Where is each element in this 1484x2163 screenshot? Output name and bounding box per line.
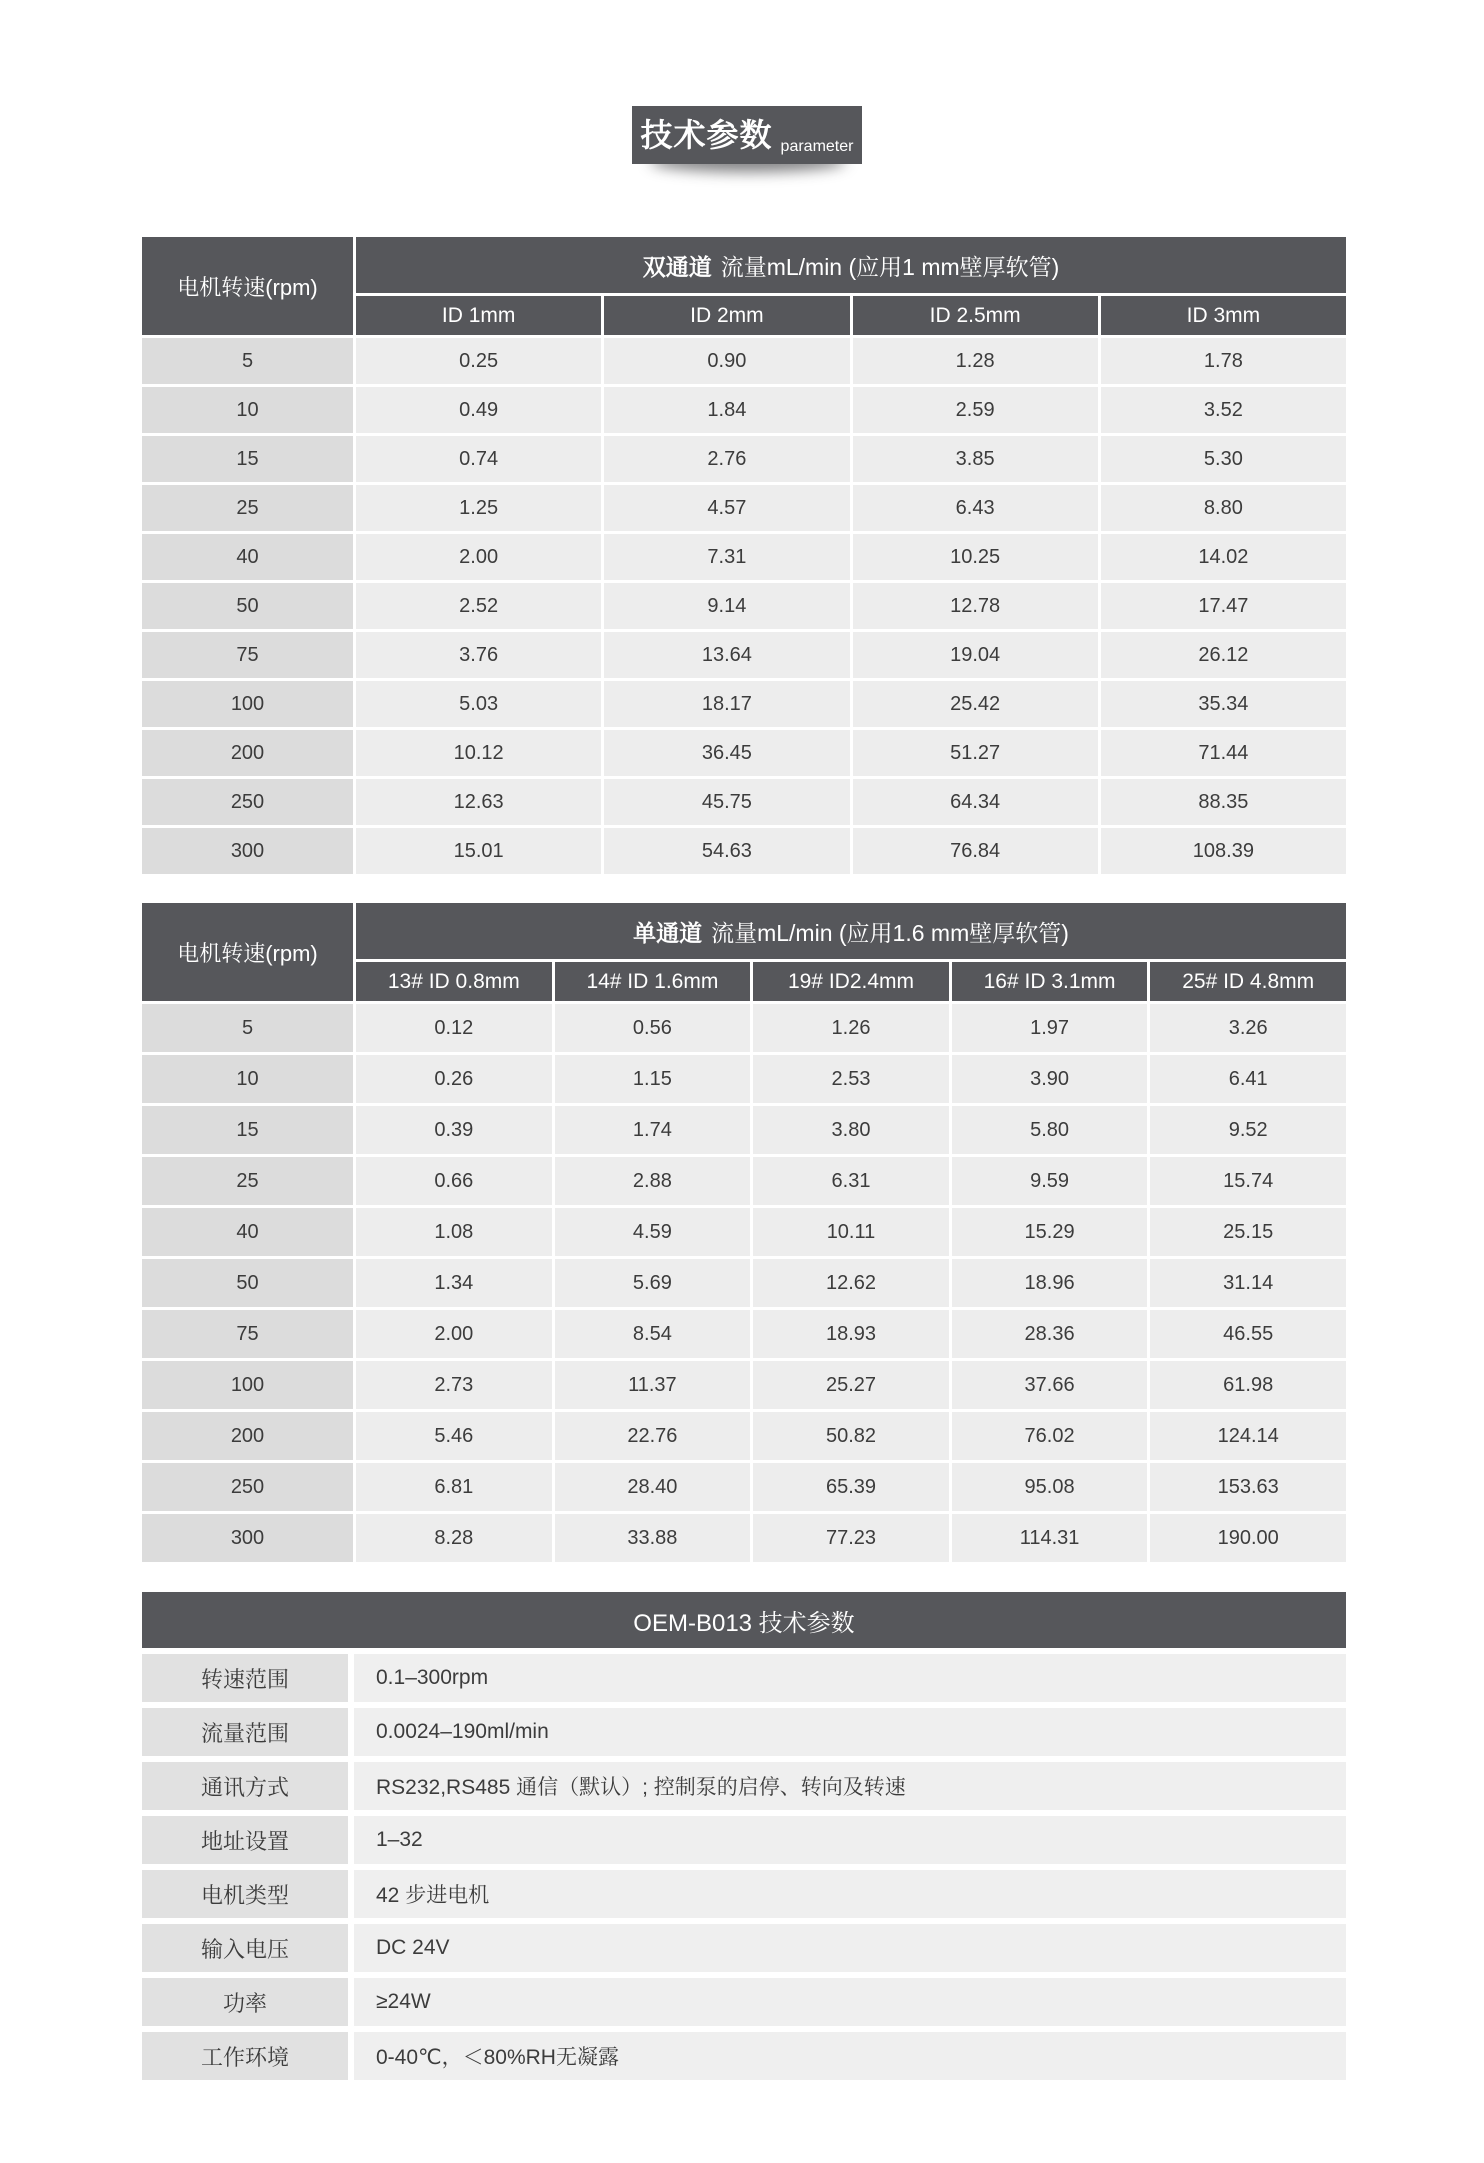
flow-value-cell: 2.53 — [753, 1055, 949, 1103]
single-table-header — [142, 903, 1346, 1001]
table-row — [142, 632, 1346, 678]
flow-value-cell: 54.63 — [604, 828, 849, 874]
spec-row — [142, 1762, 1346, 1810]
flow-value-cell: 108.39 — [1101, 828, 1346, 874]
flow-value-cell: 1.15 — [555, 1055, 751, 1103]
rpm-cell: 40 — [142, 1208, 353, 1256]
flow-value-cell: 1.08 — [356, 1208, 552, 1256]
rpm-cell: 100 — [142, 681, 353, 727]
flow-value-cell: 4.57 — [604, 485, 849, 531]
flow-value-cell: 17.47 — [1101, 583, 1346, 629]
spec-label: 电机类型 — [142, 1870, 348, 1918]
flow-value-cell: 0.39 — [356, 1106, 552, 1154]
table-row — [142, 1361, 1346, 1409]
flow-value-cell: 10.25 — [853, 534, 1098, 580]
single-table-title-bold: 单通道 — [633, 919, 703, 946]
rpm-cell: 15 — [142, 1106, 353, 1154]
corner-header-rpm: 电机转速(rpm) — [142, 237, 353, 335]
flow-value-cell: 3.85 — [853, 436, 1098, 482]
flow-value-cell: 25.27 — [753, 1361, 949, 1409]
flow-value-cell: 2.59 — [853, 387, 1098, 433]
flow-value-cell: 1.78 — [1101, 338, 1346, 384]
flow-value-cell: 46.55 — [1150, 1310, 1346, 1358]
flow-value-cell: 61.98 — [1150, 1361, 1346, 1409]
table-row — [142, 1463, 1346, 1511]
spec-row — [142, 1924, 1346, 1972]
spec-value: DC 24V — [354, 1924, 1346, 1972]
table-row — [142, 1514, 1346, 1562]
flow-value-cell: 5.46 — [356, 1412, 552, 1460]
flow-value-cell: 26.12 — [1101, 632, 1346, 678]
spec-table-title: OEM-B013 技术参数 — [142, 1592, 1346, 1648]
spec-value: RS232,RS485 通信（默认）; 控制泵的启停、转向及转速 — [354, 1762, 1346, 1810]
badge-title: 技术参数 — [640, 117, 773, 153]
spec-row — [142, 1708, 1346, 1756]
flow-value-cell: 6.81 — [356, 1463, 552, 1511]
single-table-title — [356, 903, 1346, 959]
spec-value: 42 步进电机 — [354, 1870, 1346, 1918]
table-row — [142, 828, 1346, 874]
table-row — [142, 583, 1346, 629]
table-row — [142, 338, 1346, 384]
flow-value-cell: 50.82 — [753, 1412, 949, 1460]
column-header-id3mm: ID 3mm — [1101, 296, 1346, 335]
flow-value-cell: 37.66 — [952, 1361, 1148, 1409]
flow-value-cell: 1.28 — [853, 338, 1098, 384]
flow-value-cell: 18.93 — [753, 1310, 949, 1358]
flow-value-cell: 2.76 — [604, 436, 849, 482]
corner-header-rpm: 电机转速(rpm) — [142, 903, 353, 1001]
table-row — [142, 1208, 1346, 1256]
spec-label: 转速范围 — [142, 1654, 348, 1702]
flow-value-cell: 5.80 — [952, 1106, 1148, 1154]
rpm-cell: 50 — [142, 583, 353, 629]
flow-value-cell: 1.25 — [356, 485, 601, 531]
flow-value-cell: 9.14 — [604, 583, 849, 629]
flow-value-cell: 14.02 — [1101, 534, 1346, 580]
flow-value-cell: 7.31 — [604, 534, 849, 580]
rpm-cell: 50 — [142, 1259, 353, 1307]
table-row — [142, 1055, 1346, 1103]
flow-value-cell: 3.52 — [1101, 387, 1346, 433]
flow-value-cell: 6.43 — [853, 485, 1098, 531]
dual-table-header — [142, 237, 1346, 335]
spec-label: 输入电压 — [142, 1924, 348, 1972]
column-header-id2p5mm: ID 2.5mm — [853, 296, 1098, 335]
spec-label: 通讯方式 — [142, 1762, 348, 1810]
spec-label: 地址设置 — [142, 1816, 348, 1864]
flow-value-cell: 36.45 — [604, 730, 849, 776]
table-row — [142, 1106, 1346, 1154]
flow-value-cell: 10.11 — [753, 1208, 949, 1256]
rpm-cell: 75 — [142, 632, 353, 678]
flow-value-cell: 1.26 — [753, 1004, 949, 1052]
rpm-cell: 250 — [142, 779, 353, 825]
flow-value-cell: 6.31 — [753, 1157, 949, 1205]
rpm-cell: 5 — [142, 338, 353, 384]
flow-value-cell: 9.52 — [1150, 1106, 1346, 1154]
spec-row — [142, 1870, 1346, 1918]
flow-value-cell: 22.76 — [555, 1412, 751, 1460]
flow-value-cell: 3.80 — [753, 1106, 949, 1154]
spec-row — [142, 1816, 1346, 1864]
flow-value-cell: 28.36 — [952, 1310, 1148, 1358]
column-header-16: 16# ID 3.1mm — [952, 962, 1148, 1001]
flow-value-cell: 1.84 — [604, 387, 849, 433]
single-table-title-rest: 流量mL/min (应用1.6 mm壁厚软管) — [711, 919, 1069, 946]
flow-value-cell: 3.76 — [356, 632, 601, 678]
single-channel-flow-table — [142, 903, 1346, 1562]
flow-value-cell: 190.00 — [1150, 1514, 1346, 1562]
flow-value-cell: 3.26 — [1150, 1004, 1346, 1052]
flow-value-cell: 64.34 — [853, 779, 1098, 825]
oem-b013-spec-table — [142, 1592, 1346, 2080]
table-row — [142, 1004, 1346, 1052]
spec-value: 1–32 — [354, 1816, 1346, 1864]
flow-value-cell: 2.88 — [555, 1157, 751, 1205]
table-row — [142, 779, 1346, 825]
flow-value-cell: 95.08 — [952, 1463, 1148, 1511]
rpm-cell: 300 — [142, 1514, 353, 1562]
column-header-25: 25# ID 4.8mm — [1150, 962, 1346, 1001]
flow-value-cell: 19.04 — [853, 632, 1098, 678]
flow-value-cell: 88.35 — [1101, 779, 1346, 825]
rpm-cell: 200 — [142, 730, 353, 776]
flow-value-cell: 15.29 — [952, 1208, 1148, 1256]
table-row — [142, 1310, 1346, 1358]
flow-value-cell: 1.34 — [356, 1259, 552, 1307]
flow-value-cell: 33.88 — [555, 1514, 751, 1562]
table-row — [142, 387, 1346, 433]
flow-value-cell: 114.31 — [952, 1514, 1148, 1562]
flow-value-cell: 6.41 — [1150, 1055, 1346, 1103]
flow-value-cell: 5.69 — [555, 1259, 751, 1307]
dual-table-header-right — [356, 237, 1346, 335]
column-header-id1mm: ID 1mm — [356, 296, 601, 335]
column-header-19: 19# ID2.4mm — [753, 962, 949, 1001]
table-row — [142, 534, 1346, 580]
flow-value-cell: 0.56 — [555, 1004, 751, 1052]
flow-value-cell: 0.90 — [604, 338, 849, 384]
spec-row — [142, 1978, 1346, 2026]
table-row — [142, 1259, 1346, 1307]
rpm-cell: 100 — [142, 1361, 353, 1409]
dual-table-title-bold: 双通道 — [642, 253, 712, 280]
spec-label: 流量范围 — [142, 1708, 348, 1756]
rpm-cell: 200 — [142, 1412, 353, 1460]
flow-value-cell: 1.97 — [952, 1004, 1148, 1052]
rpm-cell: 25 — [142, 485, 353, 531]
spec-row — [142, 2032, 1346, 2080]
flow-value-cell: 1.74 — [555, 1106, 751, 1154]
spec-value: 0.0024–190ml/min — [354, 1708, 1346, 1756]
spec-value: 0.1–300rpm — [354, 1654, 1346, 1702]
flow-value-cell: 2.00 — [356, 534, 601, 580]
flow-value-cell: 4.59 — [555, 1208, 751, 1256]
flow-value-cell: 9.59 — [952, 1157, 1148, 1205]
dual-table-title-rest: 流量mL/min (应用1 mm壁厚软管) — [720, 253, 1060, 280]
flow-value-cell: 12.62 — [753, 1259, 949, 1307]
badge-subtitle: parameter — [780, 138, 854, 155]
flow-value-cell: 15.74 — [1150, 1157, 1346, 1205]
column-header-id2mm: ID 2mm — [604, 296, 849, 335]
flow-value-cell: 3.90 — [952, 1055, 1148, 1103]
flow-value-cell: 2.52 — [356, 583, 601, 629]
flow-value-cell: 0.12 — [356, 1004, 552, 1052]
flow-value-cell: 25.42 — [853, 681, 1098, 727]
flow-value-cell: 10.12 — [356, 730, 601, 776]
flow-value-cell: 77.23 — [753, 1514, 949, 1562]
flow-value-cell: 2.73 — [356, 1361, 552, 1409]
rpm-cell: 300 — [142, 828, 353, 874]
flow-value-cell: 0.49 — [356, 387, 601, 433]
flow-value-cell: 153.63 — [1150, 1463, 1346, 1511]
flow-value-cell: 12.78 — [853, 583, 1098, 629]
rpm-cell: 75 — [142, 1310, 353, 1358]
flow-value-cell: 15.01 — [356, 828, 601, 874]
column-header-14: 14# ID 1.6mm — [555, 962, 751, 1001]
flow-value-cell: 8.28 — [356, 1514, 552, 1562]
flow-value-cell: 18.17 — [604, 681, 849, 727]
dual-table-title — [356, 237, 1346, 293]
single-table-column-headers — [356, 962, 1346, 1001]
rpm-cell: 15 — [142, 436, 353, 482]
section-badge — [632, 106, 862, 164]
spec-label: 功率 — [142, 1978, 348, 2026]
rpm-cell: 5 — [142, 1004, 353, 1052]
flow-value-cell: 0.25 — [356, 338, 601, 384]
flow-value-cell: 28.40 — [555, 1463, 751, 1511]
table-row — [142, 730, 1346, 776]
spec-row — [142, 1654, 1346, 1702]
flow-value-cell: 45.75 — [604, 779, 849, 825]
flow-value-cell: 76.02 — [952, 1412, 1148, 1460]
rpm-cell: 10 — [142, 387, 353, 433]
rpm-cell: 25 — [142, 1157, 353, 1205]
flow-value-cell: 12.63 — [356, 779, 601, 825]
flow-value-cell: 2.00 — [356, 1310, 552, 1358]
flow-value-cell: 5.30 — [1101, 436, 1346, 482]
spec-value: ≥24W — [354, 1978, 1346, 2026]
flow-value-cell: 51.27 — [853, 730, 1098, 776]
flow-value-cell: 8.80 — [1101, 485, 1346, 531]
flow-value-cell: 124.14 — [1150, 1412, 1346, 1460]
dual-table-column-headers — [356, 296, 1346, 335]
flow-value-cell: 76.84 — [853, 828, 1098, 874]
flow-value-cell: 8.54 — [555, 1310, 751, 1358]
flow-value-cell: 31.14 — [1150, 1259, 1346, 1307]
column-header-13: 13# ID 0.8mm — [356, 962, 552, 1001]
spec-value: 0-40℃，＜80%RH无凝露 — [354, 2032, 1346, 2080]
flow-value-cell: 11.37 — [555, 1361, 751, 1409]
single-table-header-right — [356, 903, 1346, 1001]
table-row — [142, 1412, 1346, 1460]
rpm-cell: 10 — [142, 1055, 353, 1103]
flow-value-cell: 71.44 — [1101, 730, 1346, 776]
flow-value-cell: 0.26 — [356, 1055, 552, 1103]
table-row — [142, 681, 1346, 727]
dual-channel-flow-table — [142, 237, 1346, 874]
rpm-cell: 250 — [142, 1463, 353, 1511]
table-row — [142, 485, 1346, 531]
table-row — [142, 1157, 1346, 1205]
flow-value-cell: 0.66 — [356, 1157, 552, 1205]
flow-value-cell: 18.96 — [952, 1259, 1148, 1307]
table-row — [142, 436, 1346, 482]
flow-value-cell: 25.15 — [1150, 1208, 1346, 1256]
spec-label: 工作环境 — [142, 2032, 348, 2080]
flow-value-cell: 5.03 — [356, 681, 601, 727]
flow-value-cell: 35.34 — [1101, 681, 1346, 727]
flow-value-cell: 0.74 — [356, 436, 601, 482]
rpm-cell: 40 — [142, 534, 353, 580]
flow-value-cell: 65.39 — [753, 1463, 949, 1511]
flow-value-cell: 13.64 — [604, 632, 849, 678]
